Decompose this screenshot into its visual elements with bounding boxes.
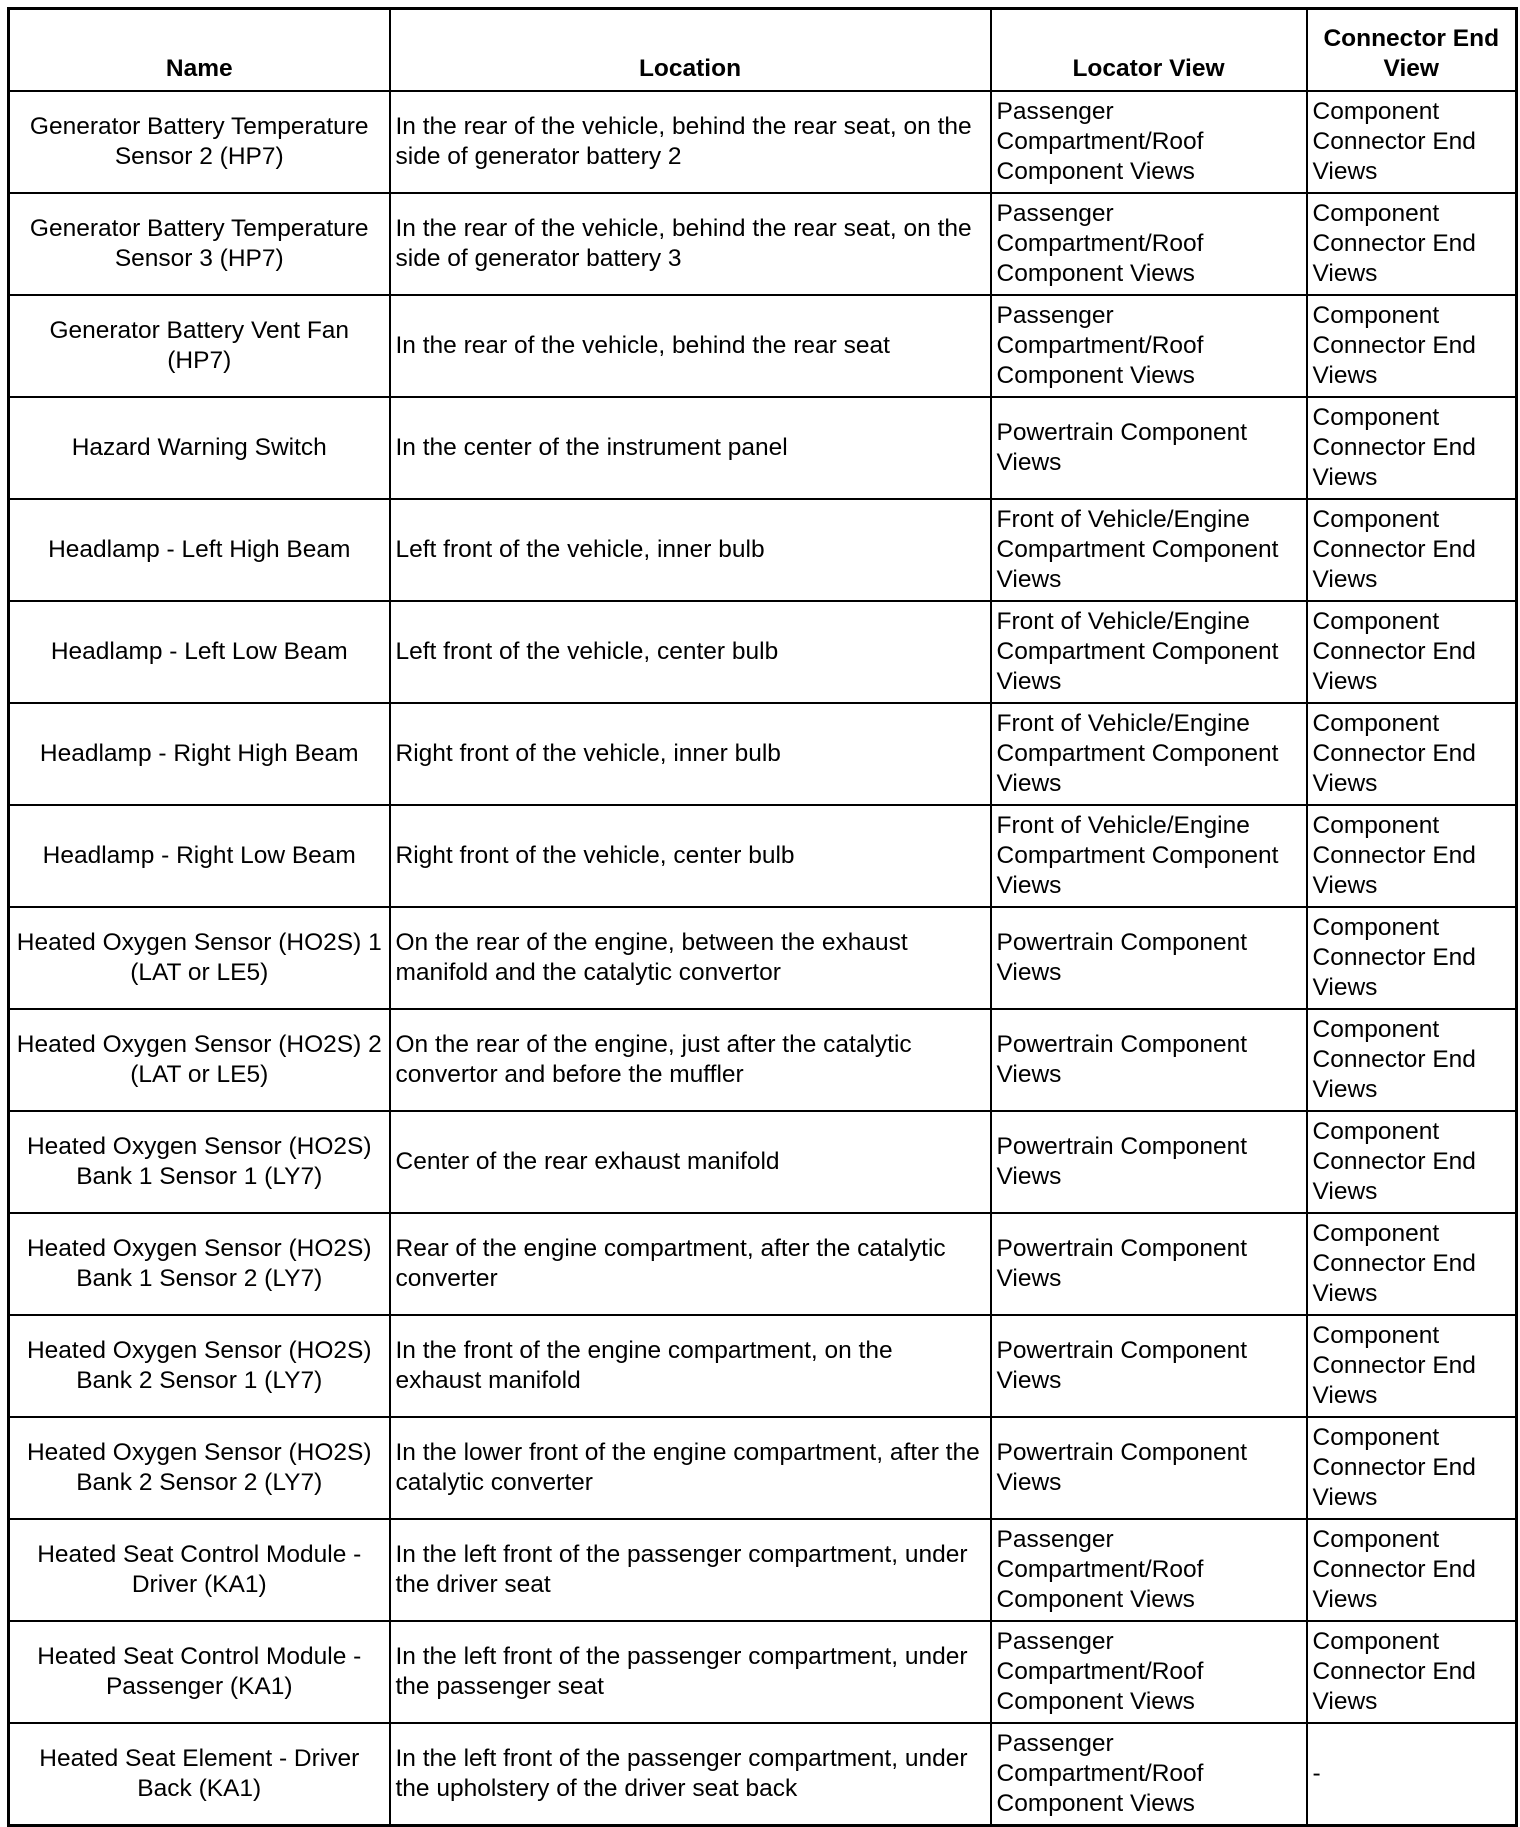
table-row bbox=[9, 1009, 1517, 1111]
cell-locator-view: Front of Vehicle/Engine Compartment Component Views bbox=[991, 601, 1307, 703]
table-row bbox=[9, 295, 1517, 397]
header-connector-end-view: Connector End View bbox=[1307, 9, 1517, 92]
header-name: Name bbox=[9, 9, 390, 92]
cell-name: Heated Oxygen Sensor (HO2S) Bank 2 Sensor 1 (LY7) bbox=[9, 1315, 390, 1417]
table-row bbox=[9, 193, 1517, 295]
cell-location: Left front of the vehicle, inner bulb bbox=[390, 499, 991, 601]
cell-location: In the left front of the passenger compartment, under the upholstery of the driver seat back bbox=[390, 1723, 991, 1826]
cell-connector-end-view: Component Connector End Views bbox=[1307, 805, 1517, 907]
cell-connector-end-view: Component Connector End Views bbox=[1307, 499, 1517, 601]
table-row bbox=[9, 91, 1517, 193]
cell-locator-view: Powertrain Component Views bbox=[991, 907, 1307, 1009]
header-locator-view: Locator View bbox=[991, 9, 1307, 92]
table-row bbox=[9, 907, 1517, 1009]
cell-connector-end-view: Component Connector End Views bbox=[1307, 1111, 1517, 1213]
cell-location: In the lower front of the engine compartment, after the catalytic converter bbox=[390, 1417, 991, 1519]
table-row bbox=[9, 805, 1517, 907]
table-row bbox=[9, 1417, 1517, 1519]
cell-connector-end-view: Component Connector End Views bbox=[1307, 91, 1517, 193]
cell-location: Right front of the vehicle, center bulb bbox=[390, 805, 991, 907]
cell-connector-end-view: Component Connector End Views bbox=[1307, 907, 1517, 1009]
cell-name: Heated Oxygen Sensor (HO2S) Bank 1 Sensor 1 (LY7) bbox=[9, 1111, 390, 1213]
cell-locator-view: Passenger Compartment/Roof Component Views bbox=[991, 91, 1307, 193]
cell-connector-end-view: Component Connector End Views bbox=[1307, 295, 1517, 397]
cell-name: Hazard Warning Switch bbox=[9, 397, 390, 499]
cell-connector-end-view: Component Connector End Views bbox=[1307, 703, 1517, 805]
cell-locator-view: Front of Vehicle/Engine Compartment Component Views bbox=[991, 805, 1307, 907]
cell-connector-end-view: Component Connector End Views bbox=[1307, 1621, 1517, 1723]
cell-name: Generator Battery Temperature Sensor 2 (HP7) bbox=[9, 91, 390, 193]
cell-connector-end-view: Component Connector End Views bbox=[1307, 601, 1517, 703]
cell-connector-end-view: Component Connector End Views bbox=[1307, 193, 1517, 295]
cell-locator-view: Passenger Compartment/Roof Component Views bbox=[991, 193, 1307, 295]
cell-locator-view: Powertrain Component Views bbox=[991, 1111, 1307, 1213]
cell-locator-view: Passenger Compartment/Roof Component Views bbox=[991, 1621, 1307, 1723]
table-row bbox=[9, 703, 1517, 805]
cell-connector-end-view: Component Connector End Views bbox=[1307, 1417, 1517, 1519]
cell-connector-end-view: Component Connector End Views bbox=[1307, 1213, 1517, 1315]
cell-location: In the left front of the passenger compartment, under the driver seat bbox=[390, 1519, 991, 1621]
table-row bbox=[9, 397, 1517, 499]
cell-locator-view: Powertrain Component Views bbox=[991, 1417, 1307, 1519]
cell-name: Heated Oxygen Sensor (HO2S) 2 (LAT or LE5) bbox=[9, 1009, 390, 1111]
cell-locator-view: Passenger Compartment/Roof Component Views bbox=[991, 1519, 1307, 1621]
table-row bbox=[9, 1315, 1517, 1417]
table-row bbox=[9, 1213, 1517, 1315]
cell-connector-end-view: - bbox=[1307, 1723, 1517, 1826]
table-row bbox=[9, 1111, 1517, 1213]
table-body bbox=[9, 91, 1517, 1826]
cell-connector-end-view: Component Connector End Views bbox=[1307, 1315, 1517, 1417]
cell-location: In the left front of the passenger compartment, under the passenger seat bbox=[390, 1621, 991, 1723]
cell-location: In the rear of the vehicle, behind the rear seat bbox=[390, 295, 991, 397]
cell-connector-end-view: Component Connector End Views bbox=[1307, 1009, 1517, 1111]
table-row bbox=[9, 1519, 1517, 1621]
cell-location: Left front of the vehicle, center bulb bbox=[390, 601, 991, 703]
cell-locator-view: Front of Vehicle/Engine Compartment Component Views bbox=[991, 703, 1307, 805]
cell-locator-view: Passenger Compartment/Roof Component Views bbox=[991, 295, 1307, 397]
cell-name: Heated Oxygen Sensor (HO2S) Bank 2 Sensor 2 (LY7) bbox=[9, 1417, 390, 1519]
table-row bbox=[9, 1723, 1517, 1826]
table-row bbox=[9, 499, 1517, 601]
cell-location: Center of the rear exhaust manifold bbox=[390, 1111, 991, 1213]
cell-name: Heated Seat Control Module - Passenger (KA1) bbox=[9, 1621, 390, 1723]
cell-locator-view: Front of Vehicle/Engine Compartment Component Views bbox=[991, 499, 1307, 601]
cell-name: Headlamp - Left High Beam bbox=[9, 499, 390, 601]
cell-name: Heated Oxygen Sensor (HO2S) 1 (LAT or LE5) bbox=[9, 907, 390, 1009]
cell-name: Heated Seat Element - Driver Back (KA1) bbox=[9, 1723, 390, 1826]
cell-locator-view: Powertrain Component Views bbox=[991, 397, 1307, 499]
component-locator-table bbox=[7, 7, 1518, 1827]
table-row bbox=[9, 1621, 1517, 1723]
cell-connector-end-view: Component Connector End Views bbox=[1307, 397, 1517, 499]
cell-location: In the rear of the vehicle, behind the rear seat, on the side of generator battery 2 bbox=[390, 91, 991, 193]
table-header-row bbox=[9, 9, 1517, 92]
table-row bbox=[9, 601, 1517, 703]
cell-location: Right front of the vehicle, inner bulb bbox=[390, 703, 991, 805]
cell-location: In the center of the instrument panel bbox=[390, 397, 991, 499]
cell-locator-view: Powertrain Component Views bbox=[991, 1315, 1307, 1417]
cell-name: Headlamp - Left Low Beam bbox=[9, 601, 390, 703]
cell-location: On the rear of the engine, between the exhaust manifold and the catalytic convertor bbox=[390, 907, 991, 1009]
cell-locator-view: Powertrain Component Views bbox=[991, 1213, 1307, 1315]
cell-location: In the rear of the vehicle, behind the rear seat, on the side of generator battery 3 bbox=[390, 193, 991, 295]
cell-locator-view: Powertrain Component Views bbox=[991, 1009, 1307, 1111]
cell-location: In the front of the engine compartment, on the exhaust manifold bbox=[390, 1315, 991, 1417]
cell-name: Generator Battery Vent Fan (HP7) bbox=[9, 295, 390, 397]
header-location: Location bbox=[390, 9, 991, 92]
cell-name: Headlamp - Right Low Beam bbox=[9, 805, 390, 907]
cell-location: On the rear of the engine, just after the catalytic convertor and before the muffler bbox=[390, 1009, 991, 1111]
cell-locator-view: Passenger Compartment/Roof Component Views bbox=[991, 1723, 1307, 1826]
cell-name: Generator Battery Temperature Sensor 3 (HP7) bbox=[9, 193, 390, 295]
cell-name: Heated Oxygen Sensor (HO2S) Bank 1 Sensor 2 (LY7) bbox=[9, 1213, 390, 1315]
cell-name: Headlamp - Right High Beam bbox=[9, 703, 390, 805]
cell-name: Heated Seat Control Module - Driver (KA1) bbox=[9, 1519, 390, 1621]
cell-connector-end-view: Component Connector End Views bbox=[1307, 1519, 1517, 1621]
cell-location: Rear of the engine compartment, after the catalytic converter bbox=[390, 1213, 991, 1315]
